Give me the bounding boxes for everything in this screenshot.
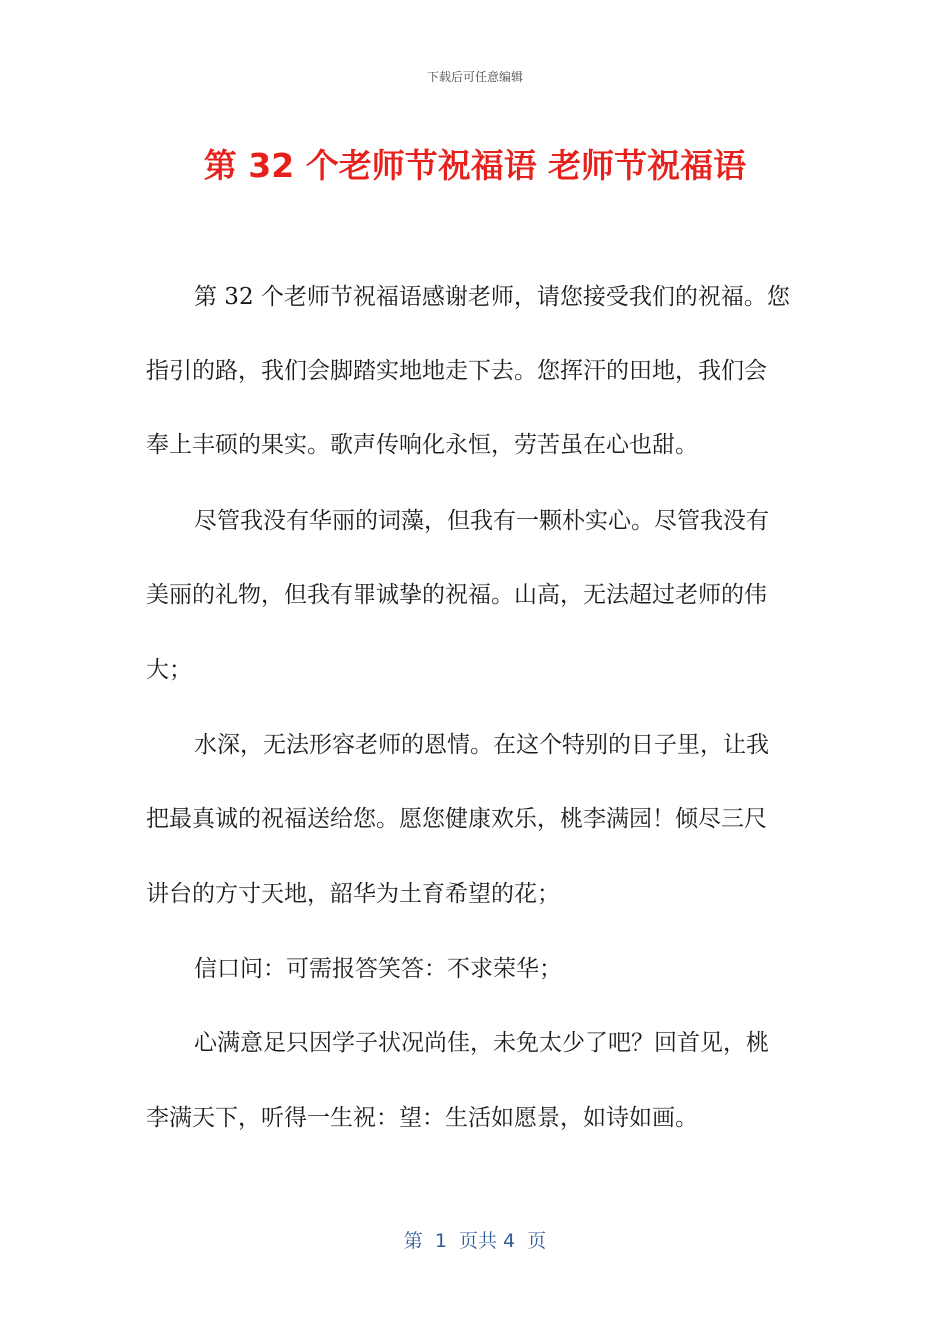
document-title: 第 32 个老师节祝福语 老师节祝福语 <box>203 146 747 185</box>
body-line: 李满天下，听得一生祝：望：生活如愿景，如诗如画。 <box>146 1105 698 1131</box>
body-line: 水深，无法形容老师的恩情。在这个特别的日子里，让我 <box>194 732 769 758</box>
body-line: 讲台的方寸天地，韶华为土育希望的花； <box>146 881 560 907</box>
page-number-footer: 第 1 页共 4 页 <box>403 1230 547 1252</box>
body-line: 大； <box>146 657 192 683</box>
header-note: 下载后可任意编辑 <box>426 70 523 84</box>
body-line: 奉上丰硕的果实。歌声传响化永恒，劳苦虽在心也甜。 <box>146 432 698 458</box>
body-line: 第 32 个老师节祝福语感谢老师，请您接受我们的祝福。您 <box>194 284 790 310</box>
body-line: 尽管我没有华丽的词藻，但我有一颗朴实心。尽管我没有 <box>194 508 769 534</box>
body-line: 美丽的礼物，但我有罪诚挚的祝福。山高，无法超过老师的伟 <box>146 582 767 608</box>
body-line: 指引的路，我们会脚踏实地地走下去。您挥汗的田地，我们会 <box>146 358 767 384</box>
body-line: 把最真诚的祝福送给您。愿您健康欢乐，桃李满园！倾尽三尺 <box>146 806 767 832</box>
body-line: 心满意足只因学子状况尚佳，未免太少了吧？回首见，桃 <box>194 1030 769 1056</box>
body-line: 信口问：可需报答笑答：不求荣华； <box>194 956 562 982</box>
